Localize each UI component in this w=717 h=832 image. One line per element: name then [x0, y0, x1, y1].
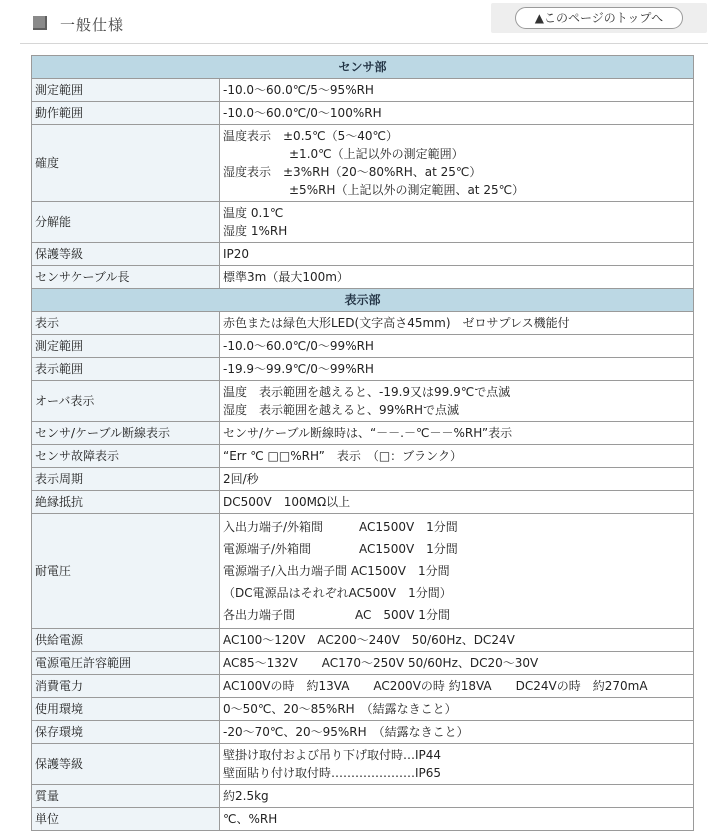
row-value: DC500V 100MΩ以上 [220, 491, 694, 514]
table-row [32, 125, 694, 202]
row-value: AC100～120V AC200～240V 50/60Hz、DC24V [220, 629, 694, 652]
table-row [32, 312, 694, 335]
row-label: 動作範囲 [32, 102, 220, 125]
row-value: センサ/ケーブル断線時は、“－－.－℃－－%RH”表示 [220, 422, 694, 445]
table-row [32, 358, 694, 381]
row-value: AC100Vの時 約13VA AC200Vの時 約18VA DC24Vの時 約270mA [220, 675, 694, 698]
table-row [32, 744, 694, 785]
table-row [32, 445, 694, 468]
row-label: センサケーブル長 [32, 266, 220, 289]
section-header [0, 0, 717, 44]
table-row [32, 808, 694, 831]
row-value: 標準3m（最大100m） [220, 266, 694, 289]
page-top-link[interactable]: ▲このページのトップへ [515, 7, 683, 29]
row-value: 入出力端子/外箱間 AC1500V 1分間 電源端子/外箱間 AC1500V 1分間 電源端子/入出力端子間 AC1500V 1分間 （DC電源品はそれぞれAC500V 1分間） 各出力端子間 AC 500V 1分間 [220, 514, 694, 629]
table-row [32, 202, 694, 243]
table-row [32, 102, 694, 125]
page-top-area [491, 3, 707, 33]
table-row [32, 491, 694, 514]
row-value: 温度 表示範囲を越えると、-19.9又は99.9℃で点滅 湿度 表示範囲を越えると、99%RHで点滅 [220, 381, 694, 422]
row-label: 単位 [32, 808, 220, 831]
section-title: 一般仕様 [60, 16, 125, 34]
row-label: 耐電圧 [32, 514, 220, 629]
square-bullet-icon [33, 16, 47, 30]
row-label: 絶縁抵抗 [32, 491, 220, 514]
row-label: センサ/ケーブル断線表示 [32, 422, 220, 445]
row-value: IP20 [220, 243, 694, 266]
row-value: 約2.5kg [220, 785, 694, 808]
table-row [32, 422, 694, 445]
row-value: 温度表示 ±0.5℃（5～40℃） ±1.0℃（上記以外の測定範囲） 湿度表示 ±3%RH（20～80%RH、at 25℃） ±5%RH（上記以外の測定範囲、at 25℃） [220, 125, 694, 202]
row-label: センサ故障表示 [32, 445, 220, 468]
row-value: 温度 0.1℃ 湿度 1%RH [220, 202, 694, 243]
table-row [32, 629, 694, 652]
table-row [32, 79, 694, 102]
row-value: -10.0～60.0℃/0～100%RH [220, 102, 694, 125]
row-label: 供給電源 [32, 629, 220, 652]
row-value: ℃、%RH [220, 808, 694, 831]
row-value: 2回/秒 [220, 468, 694, 491]
row-label: 表示周期 [32, 468, 220, 491]
row-value: “Err ℃ □□%RH” 表示 （□：ブランク） [220, 445, 694, 468]
row-value: AC85～132V AC170～250V 50/60Hz、DC20～30V [220, 652, 694, 675]
table-row [32, 698, 694, 721]
row-label: 質量 [32, 785, 220, 808]
table-row [32, 785, 694, 808]
table-row [32, 468, 694, 491]
table-row [32, 381, 694, 422]
row-label: オーバ表示 [32, 381, 220, 422]
table-row [32, 243, 694, 266]
row-label: 表示範囲 [32, 358, 220, 381]
row-value: 壁掛け取付および吊り下げ取付時…IP44 壁面貼り付け取付時…………………IP65 [220, 744, 694, 785]
row-label: 表示 [32, 312, 220, 335]
row-label: 保護等級 [32, 744, 220, 785]
row-value: -19.9～99.9℃/0～99%RH [220, 358, 694, 381]
table-row [32, 652, 694, 675]
table-row [32, 335, 694, 358]
table-row [32, 675, 694, 698]
row-value: -10.0～60.0℃/5～95%RH [220, 79, 694, 102]
section-heading-sensor: センサ部 [32, 56, 694, 79]
header-divider [20, 43, 708, 44]
row-label: 保存環境 [32, 721, 220, 744]
row-label: 電源電圧許容範囲 [32, 652, 220, 675]
row-value: 赤色または緑色大形LED(文字高さ45mm) ゼロサプレス機能付 [220, 312, 694, 335]
table-row [32, 266, 694, 289]
section-heading-display: 表示部 [32, 289, 694, 312]
row-label: 使用環境 [32, 698, 220, 721]
table-row [32, 514, 694, 629]
row-value: 0～50℃、20～85%RH （結露なきこと） [220, 698, 694, 721]
spec-table [31, 55, 694, 831]
row-label: 測定範囲 [32, 335, 220, 358]
row-label: 消費電力 [32, 675, 220, 698]
row-value: -10.0～60.0℃/0～99%RH [220, 335, 694, 358]
row-value: -20～70℃、20～95%RH （結露なきこと） [220, 721, 694, 744]
row-label: 確度 [32, 125, 220, 202]
row-label: 保護等級 [32, 243, 220, 266]
row-label: 分解能 [32, 202, 220, 243]
row-label: 測定範囲 [32, 79, 220, 102]
table-row [32, 721, 694, 744]
